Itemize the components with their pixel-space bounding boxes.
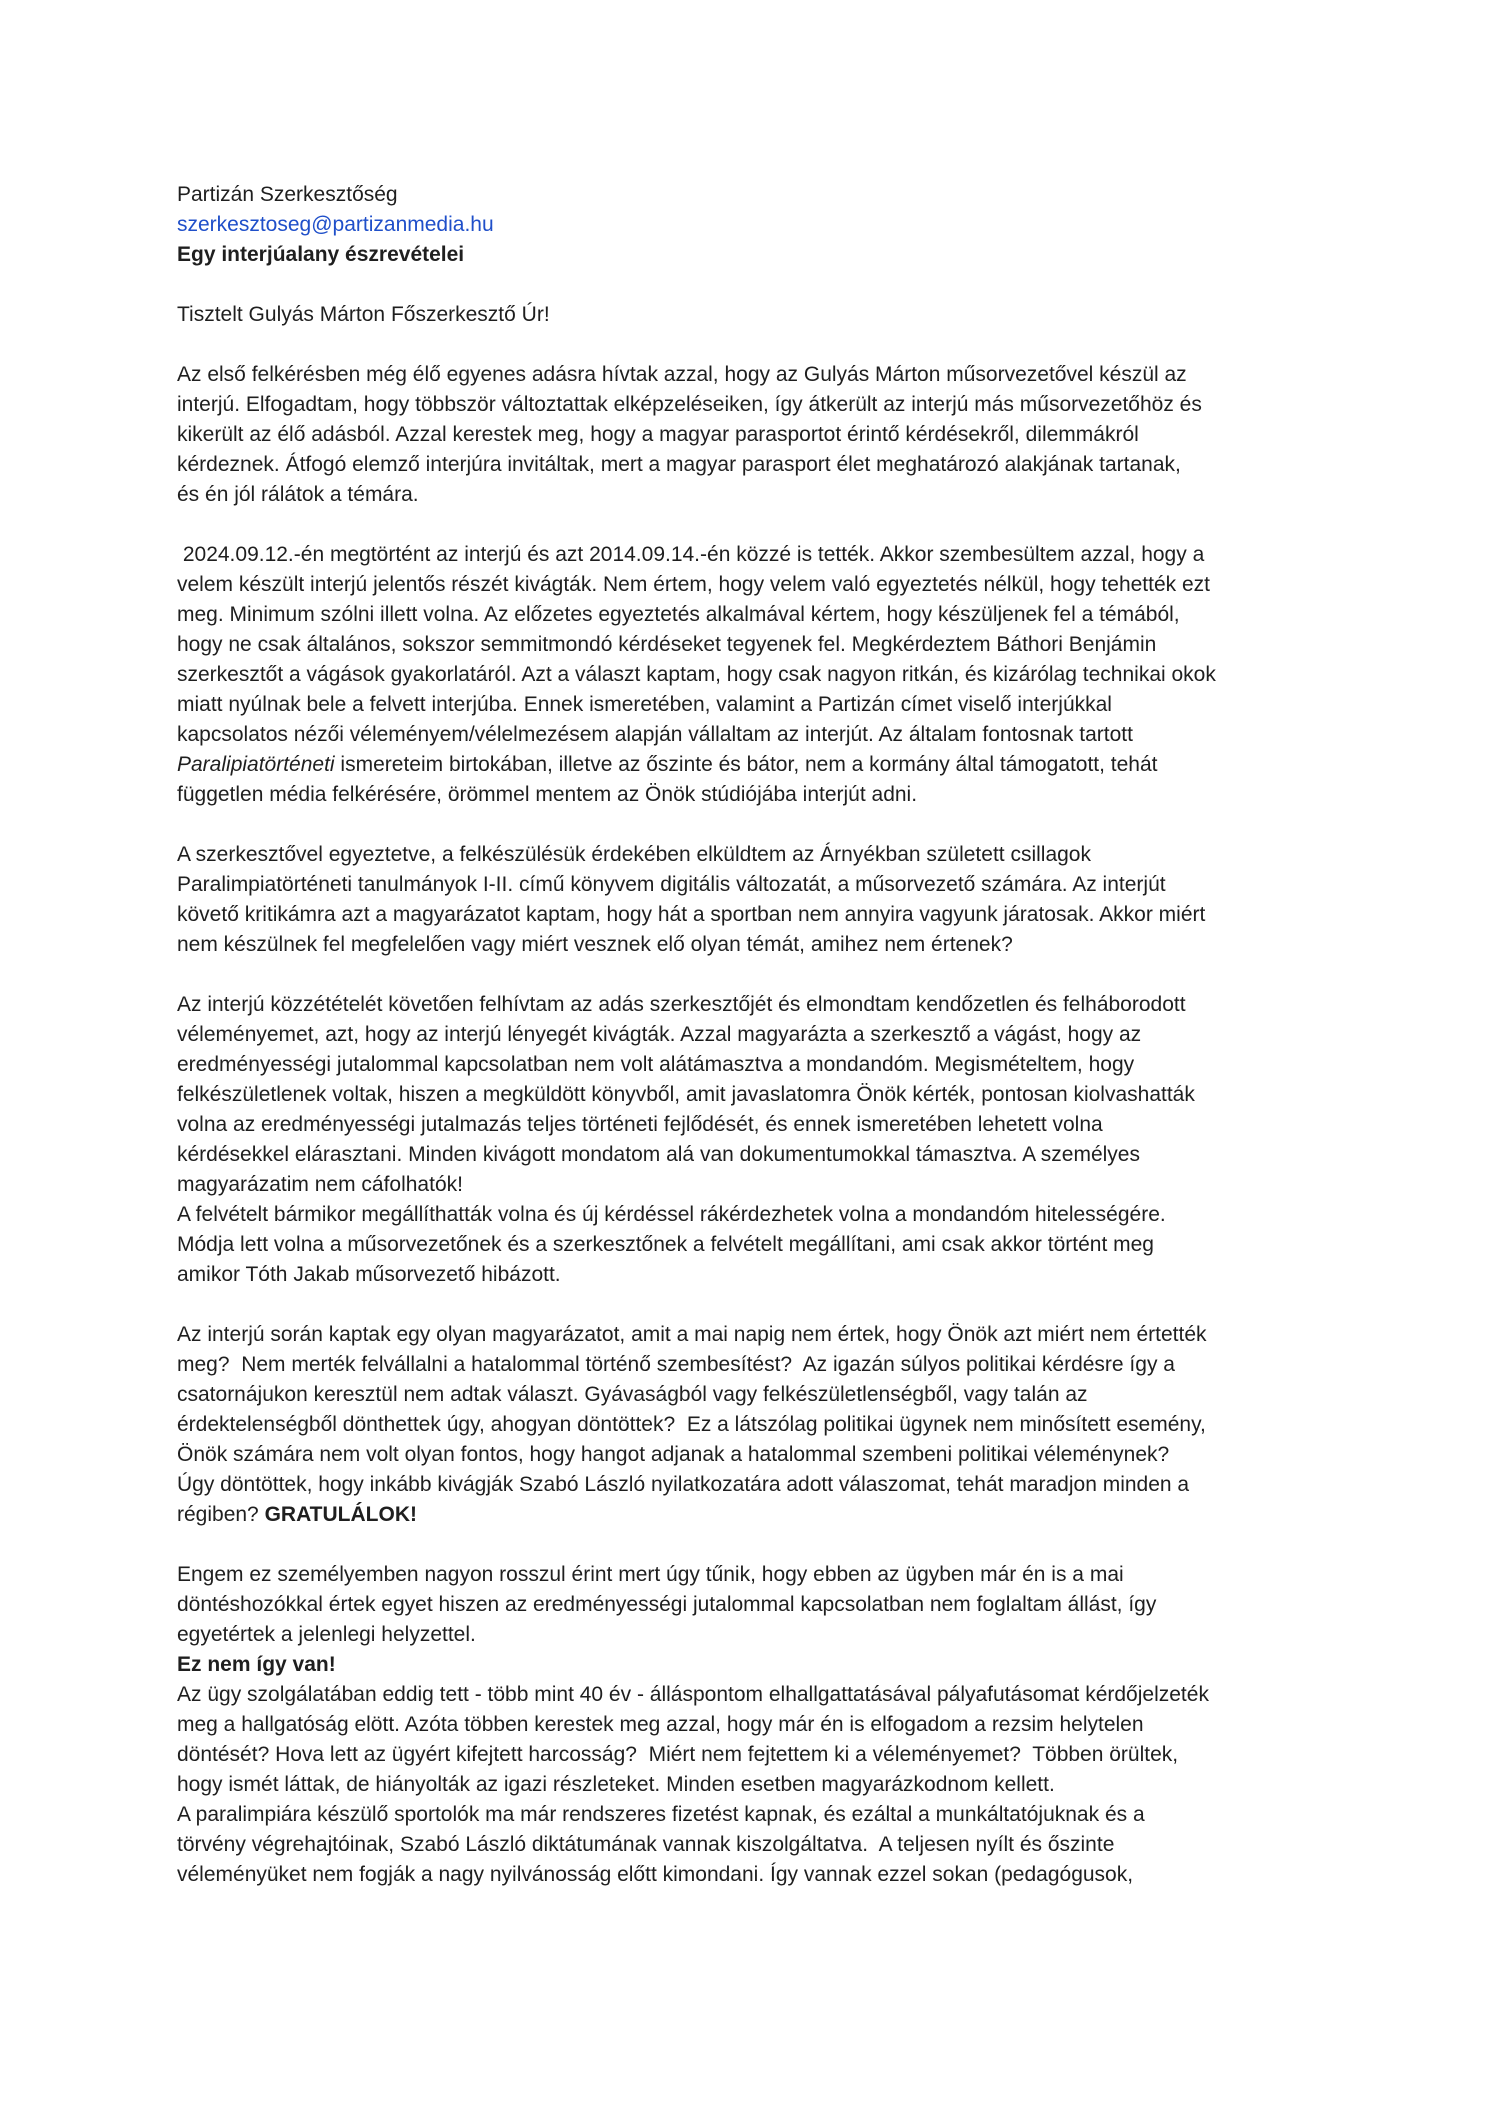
text-line: véleményemet, azt, hogy az interjú lényegét kivágták. Azzal magyarázta a szerkesztő a vágást, hogy az [177, 1023, 1142, 1046]
paragraph-6 [177, 1560, 1327, 1890]
text-line: eredményességi jutalommal kapcsolatban nem volt alátámasztva a mondandóm. Megismételtem, hogy [177, 1053, 1135, 1076]
sender-name: Partizán Szerkesztőség [177, 183, 398, 206]
text-line [177, 1500, 1327, 1530]
text-line: 2024.09.12.-én megtörtént az interjú és azt 2014.09.14.-én közzé is tették. Akkor szembesültem azzal, hogy a [177, 543, 1205, 566]
salutation: Tisztelt Gulyás Márton Főszerkesztő Úr! [177, 303, 550, 326]
text-line: és én jól rálátok a témára. [177, 483, 419, 506]
text-line: velem készült interjú jelentős részét kivágták. Nem értem, hogy velem való egyeztetés nélkül, hogy tehették ezt [177, 573, 1210, 596]
text-line: Az első felkérésben még élő egyenes adásra hívtak azzal, hogy az Gulyás Márton műsorvezetővel készül az [177, 363, 1187, 386]
text-line: Az ügy szolgálatában eddig tett - több mint 40 év - álláspontom elhallgattatásával pályafutásomat kérdőjelzeték [177, 1683, 1209, 1706]
text-line: kérdeznek. Átfogó elemző interjúra invitáltak, mert a magyar parasport élet meghatározó alakjának tartanak, [177, 453, 1181, 476]
italic-term: Paralipiatörténeti [177, 753, 335, 776]
text-line: döntéshozókkal értek egyet hiszen az eredményességi jutalommal kapcsolatban nem foglaltam állást, így [177, 1593, 1157, 1616]
text-line: hogy ismét láttak, de hiányolták az igazi részleteket. Minden esetben magyarázkodnom kellett. [177, 1773, 1055, 1796]
text-fragment: ismereteim birtokában, illetve az őszinte és bátor, nem a kormány által támogatott, tehát [334, 753, 1158, 776]
emphasis-line: Ez nem így van! [177, 1653, 336, 1676]
text-line: A paralimpiára készülő sportolók ma már rendszeres fizetést kapnak, és ezáltal a munkáltatójuknak és a [177, 1803, 1145, 1826]
text-line: véleményüket nem fogják a nagy nyilvánosság előtt kimondani. Így vannak ezzel sokan (pedagógusok, [177, 1863, 1134, 1886]
text-line [177, 750, 1327, 780]
text-line: volna az eredményességi jutalmazás teljes történeti fejlődését, és ennek ismeretében lehetett volna [177, 1113, 1103, 1136]
paragraph-2 [177, 540, 1327, 810]
text-line: kérdésekkel elárasztani. Minden kivágott mondatom alá van dokumentumokkal támasztva. A személyes [177, 1143, 1140, 1166]
text-line: egyetértek a jelenlegi helyzettel. [177, 1623, 476, 1646]
text-line: meg a hallgatóság elött. Azóta többen kerestek meg azzal, hogy már én is elfogadom a rezsim helytelen [177, 1713, 1144, 1736]
text-fragment: régiben? [177, 1503, 265, 1526]
text-line: Az interjú közzétételét követően felhívtam az adás szerkesztőjét és elmondtam kendőzetlen és felháborodott [177, 993, 1186, 1016]
text-line: A felvételt bármikor megállíthatták volna és új kérdéssel rákérdezhetek volna a mondandóm hitelességére. [177, 1203, 1166, 1226]
text-line: szerkesztőt a vágások gyakorlatáról. Azt a választ kaptam, hogy csak nagyon ritkán, és kizárólag technikai okok [177, 663, 1216, 686]
text-line: Paralimpiatörténeti tanulmányok I-II. című könyvem digitális változatát, a műsorvezető számára. Az interjút [177, 873, 1166, 896]
text-line: független média felkérésére, örömmel mentem az Önök stúdiójába interjút adni. [177, 783, 918, 806]
text-line: hogy ne csak általános, sokszor semmitmondó kérdéseket tegyenek fel. Megkérdeztem Báthori Benjámin [177, 633, 1157, 656]
paragraph-3 [177, 840, 1327, 960]
paragraph-1 [177, 360, 1327, 510]
text-line: Módja lett volna a műsorvezetőnek és a szerkesztőnek a felvételt megállítani, ami csak akkor történt meg [177, 1233, 1154, 1256]
text-line: interjú. Elfogadtam, hogy többször változtattak elképzeléseiken, így átkerült az interjú más műsorvezetőhöz és [177, 393, 1202, 416]
text-line: nem készülnek fel megfelelően vagy miért vesznek elő olyan témát, amihez nem értenek? [177, 933, 1013, 956]
text-line: kapcsolatos nézői véleményem/vélelmezésem alapján vállaltam az interjút. Az általam fontosnak tartott [177, 723, 1133, 746]
text-line: törvény végrehajtóinak, Szabó László diktátumának vannak kiszolgáltatva. A teljesen nyílt és őszinte [177, 1833, 1115, 1856]
text-line: Önök számára nem volt olyan fontos, hogy hangot adjanak a hatalommal szembeni politikai véleménynek? [177, 1443, 1170, 1466]
text-line: döntését? Hova lett az ügyért kifejtett harcosság? Miért nem fejtettem ki a véleményemet? Többen örültek, [177, 1743, 1179, 1766]
paragraph-4 [177, 990, 1327, 1290]
text-line: magyarázatim nem cáfolhatók! [177, 1173, 463, 1196]
text-line: meg. Minimum szólni illett volna. Az előzetes egyeztetés alkalmával kértem, hogy készüljenek fel a témából, [177, 603, 1180, 626]
text-line: érdektelenségből dönthettek úgy, ahogyan döntöttek? Ez a látszólag politikai ügynek nem minősített esemény, [177, 1413, 1206, 1436]
paragraph-5 [177, 1320, 1327, 1530]
text-line: követő kritikámra azt a magyarázatot kaptam, hogy hát a sportban nem annyira vagyunk járatosak. Akkor miért [177, 903, 1206, 926]
text-line: meg? Nem merték felvállalni a hatalommal történő szembesítést? Az igazán súlyos politikai kérdésre így a [177, 1353, 1175, 1376]
text-line: amikor Tóth Jakab műsorvezető hibázott. [177, 1263, 561, 1286]
text-line: Az interjú során kaptak egy olyan magyarázatot, amit a mai napig nem értek, hogy Önök azt miért nem értették [177, 1323, 1207, 1346]
text-line: Engem ez személyemben nagyon rosszul érint mert úgy tűnik, hogy ebben az ügyben már én is a mai [177, 1563, 1124, 1586]
text-line: csatornájukon keresztül nem adtak választ. Gyávaságból vagy felkészületlenségből, vagy talán az [177, 1383, 1088, 1406]
letter-subject: Egy interjúalany észrevételei [177, 243, 465, 266]
text-line: A szerkesztővel egyeztetve, a felkészülésük érdekében elküldtem az Árnyékban született csillagok [177, 843, 1091, 866]
text-line: miatt nyúlnak bele a felvett interjúba. Ennek ismeretében, valamint a Partizán címet viselő interjúkkal [177, 693, 1112, 716]
text-line: Úgy döntöttek, hogy inkább kivágják Szabó László nyilatkozatára adott válaszomat, tehát maradjon minden a [177, 1473, 1190, 1496]
text-line: kikerült az élő adásból. Azzal kerestek meg, hogy a magyar parasportot érintő kérdésekről, dilemmákról [177, 423, 1139, 446]
text-line: felkészületlenek voltak, hiszen a megküldött könyvből, amit javaslatomra Önök kérték, pontosan kiolvashatták [177, 1083, 1195, 1106]
sender-email[interactable]: szerkesztoseg@partizanmedia.hu [177, 213, 494, 236]
letter-page [177, 180, 1327, 1890]
emphasis-text: GRATULÁLOK! [264, 1503, 417, 1526]
